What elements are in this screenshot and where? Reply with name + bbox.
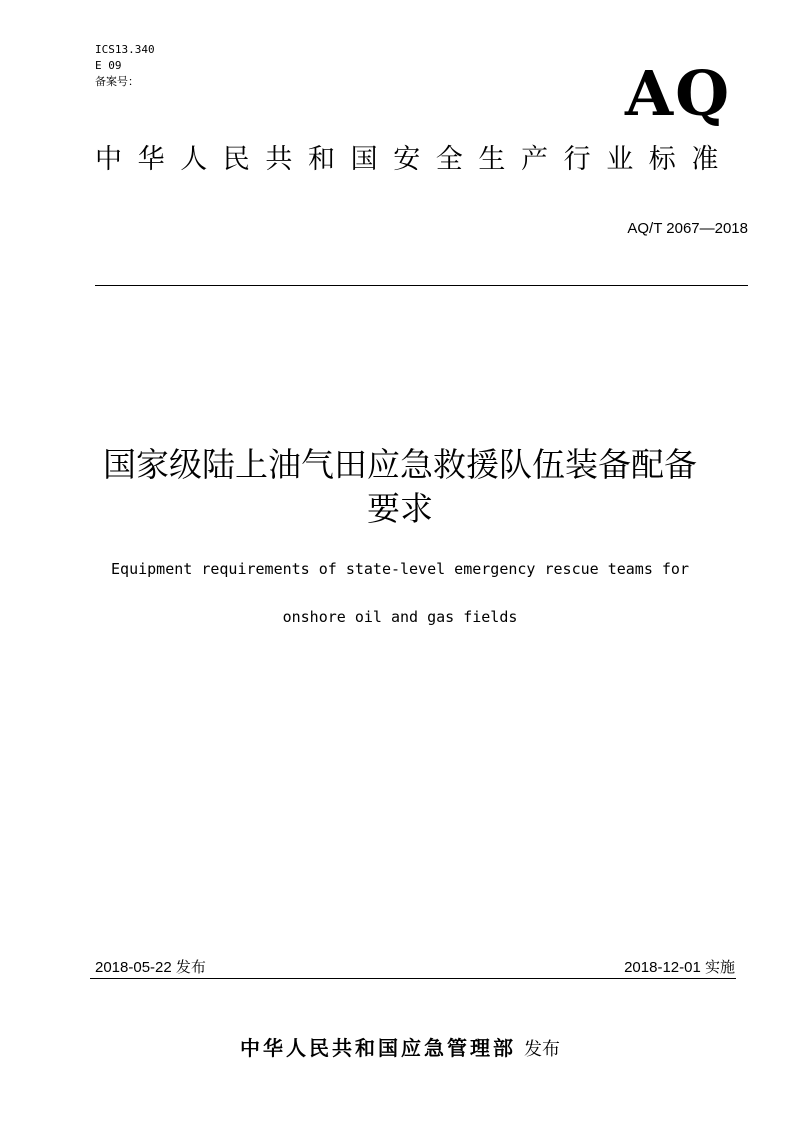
category-code: E 09 <box>95 59 122 72</box>
top-divider <box>95 285 748 286</box>
classification-codes <box>95 42 155 90</box>
english-title-line-2: onshore oil and gas fields <box>282 608 518 626</box>
filing-number-label: 备案号： <box>95 75 139 88</box>
issue-date: 2018-05-22 发布 <box>95 959 206 976</box>
bottom-divider <box>90 978 736 979</box>
publisher-name: 中华人民共和国应急管理部 <box>240 1036 516 1060</box>
chinese-title-line-2: 要求 <box>367 489 433 528</box>
chinese-title-line-1: 国家级陆上油气田应急救援队伍装备配备 <box>103 445 697 484</box>
standard-type-heading: 中华人民共和国安全生产行业标准 <box>95 144 734 175</box>
chinese-title <box>60 443 740 531</box>
aq-logo: AQ <box>625 57 732 130</box>
ics-code: ICS13.340 <box>95 43 155 56</box>
implementation-date: 2018-12-01 实施 <box>624 959 735 976</box>
publisher-suffix: 发布 <box>524 1039 560 1060</box>
publisher <box>0 1032 800 1061</box>
english-title-line-1: Equipment requirements of state-level emergency rescue teams for <box>111 560 689 578</box>
standard-number: AQ/T 2067—2018 <box>627 220 748 237</box>
